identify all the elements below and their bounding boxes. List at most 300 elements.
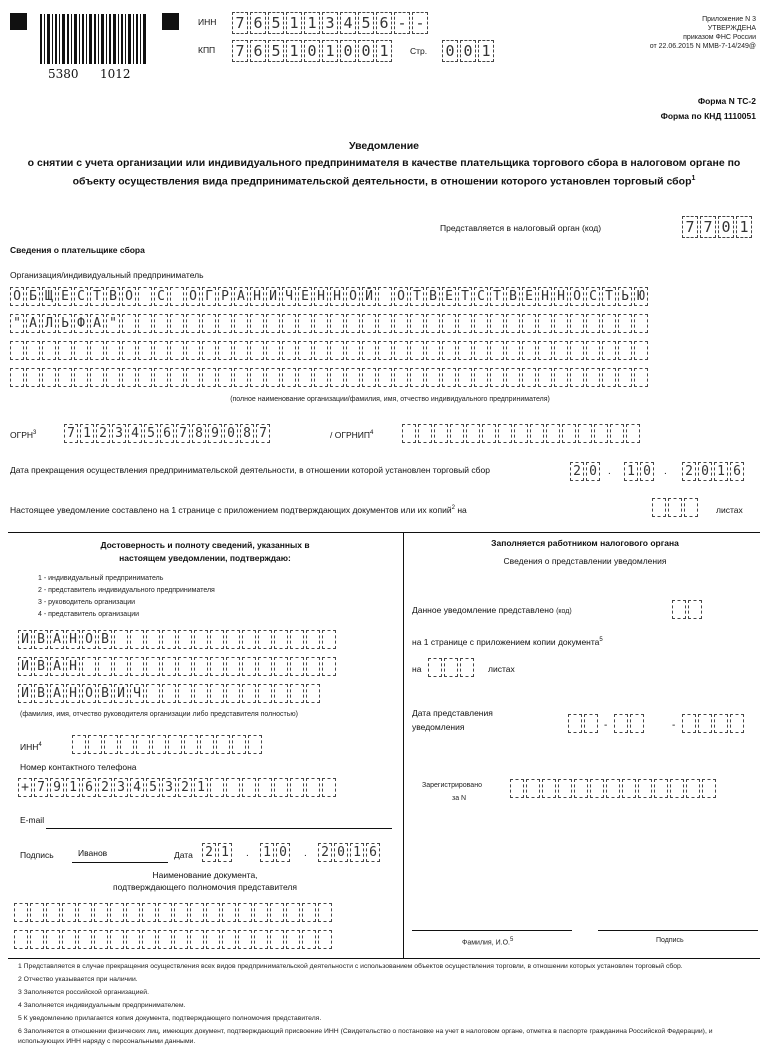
char-cell[interactable] <box>258 684 272 703</box>
char-cell[interactable] <box>110 930 124 949</box>
char-cell[interactable]: 0 <box>358 40 374 62</box>
char-cell[interactable] <box>554 341 568 360</box>
char-cell[interactable]: О <box>570 287 584 306</box>
char-cell[interactable]: Ю <box>634 287 648 306</box>
char-cell[interactable]: С <box>586 287 600 306</box>
char-cell[interactable]: Н <box>66 657 80 676</box>
char-cell[interactable] <box>634 341 648 360</box>
char-cell[interactable]: 1 <box>736 216 752 238</box>
char-cell[interactable]: В <box>34 657 48 676</box>
char-cell[interactable]: О <box>122 287 136 306</box>
org-name-row[interactable] <box>10 314 650 333</box>
char-cell[interactable]: И <box>266 287 280 306</box>
stop-date-day[interactable] <box>570 462 602 481</box>
char-cell[interactable]: + <box>18 778 32 797</box>
char-cell[interactable] <box>222 903 236 922</box>
char-cell[interactable]: 0 <box>340 40 356 62</box>
char-cell[interactable] <box>402 424 416 443</box>
char-cell[interactable] <box>652 498 666 517</box>
char-cell[interactable] <box>586 314 600 333</box>
char-cell[interactable] <box>254 930 268 949</box>
char-cell[interactable]: Н <box>250 287 264 306</box>
char-cell[interactable]: 1 <box>80 424 94 443</box>
char-cell[interactable] <box>216 735 230 754</box>
char-cell[interactable]: Б <box>26 287 40 306</box>
char-cell[interactable] <box>306 657 320 676</box>
char-cell[interactable]: 1 <box>194 778 208 797</box>
char-cell[interactable]: А <box>50 684 64 703</box>
left-date-month[interactable] <box>260 843 292 862</box>
char-cell[interactable] <box>460 658 474 677</box>
kpp-cells[interactable] <box>232 40 394 62</box>
char-cell[interactable]: 3 <box>322 12 338 34</box>
char-cell[interactable] <box>498 424 512 443</box>
char-cell[interactable]: 0 <box>442 40 458 62</box>
char-cell[interactable]: 7 <box>34 778 48 797</box>
char-cell[interactable] <box>306 630 320 649</box>
char-cell[interactable] <box>298 341 312 360</box>
char-cell[interactable]: В <box>506 287 520 306</box>
char-cell[interactable] <box>290 657 304 676</box>
char-cell[interactable] <box>554 368 568 387</box>
char-cell[interactable] <box>482 424 496 443</box>
char-cell[interactable]: Е <box>58 287 72 306</box>
char-cell[interactable]: Н <box>330 287 344 306</box>
submitted-code-cells[interactable] <box>672 600 704 619</box>
char-cell[interactable]: 1 <box>376 40 392 62</box>
char-cell[interactable] <box>394 314 408 333</box>
char-cell[interactable]: С <box>74 287 88 306</box>
char-cell[interactable] <box>514 424 528 443</box>
char-cell[interactable]: 5 <box>146 778 160 797</box>
char-cell[interactable] <box>714 714 728 733</box>
char-cell[interactable] <box>506 368 520 387</box>
char-cell[interactable] <box>254 903 268 922</box>
char-cell[interactable] <box>442 314 456 333</box>
char-cell[interactable] <box>114 657 128 676</box>
char-cell[interactable]: Ч <box>130 684 144 703</box>
char-cell[interactable] <box>270 903 284 922</box>
char-cell[interactable] <box>314 314 328 333</box>
char-cell[interactable]: 9 <box>50 778 64 797</box>
doc-row-cells[interactable] <box>14 903 334 922</box>
char-cell[interactable] <box>234 368 248 387</box>
char-cell[interactable] <box>138 368 152 387</box>
char-cell[interactable] <box>282 314 296 333</box>
char-cell[interactable] <box>222 930 236 949</box>
char-cell[interactable] <box>146 684 160 703</box>
char-cell[interactable] <box>120 735 134 754</box>
char-cell[interactable] <box>82 657 96 676</box>
char-cell[interactable] <box>74 368 88 387</box>
char-cell[interactable]: Ь <box>618 287 632 306</box>
char-cell[interactable] <box>274 684 288 703</box>
char-cell[interactable] <box>170 341 184 360</box>
char-cell[interactable] <box>158 930 172 949</box>
char-cell[interactable]: 5 <box>358 12 374 34</box>
char-cell[interactable] <box>410 341 424 360</box>
char-cell[interactable]: И <box>18 684 32 703</box>
char-cell[interactable]: В <box>34 684 48 703</box>
char-cell[interactable]: Ь <box>58 314 72 333</box>
char-cell[interactable]: 2 <box>178 778 192 797</box>
char-cell[interactable]: 0 <box>304 40 320 62</box>
char-cell[interactable] <box>206 930 220 949</box>
char-cell[interactable] <box>362 341 376 360</box>
char-cell[interactable] <box>306 778 320 797</box>
char-cell[interactable]: Р <box>218 287 232 306</box>
char-cell[interactable] <box>142 930 156 949</box>
char-cell[interactable] <box>602 314 616 333</box>
char-cell[interactable]: 2 <box>570 462 584 481</box>
char-cell[interactable] <box>672 600 686 619</box>
char-cell[interactable] <box>614 714 628 733</box>
char-cell[interactable] <box>490 368 504 387</box>
char-cell[interactable] <box>378 314 392 333</box>
char-cell[interactable] <box>522 368 536 387</box>
char-cell[interactable] <box>26 341 40 360</box>
char-cell[interactable] <box>568 714 582 733</box>
char-cell[interactable] <box>266 341 280 360</box>
char-cell[interactable] <box>110 903 124 922</box>
char-cell[interactable] <box>226 657 240 676</box>
char-cell[interactable] <box>94 930 108 949</box>
char-cell[interactable] <box>394 341 408 360</box>
char-cell[interactable]: 0 <box>586 462 600 481</box>
char-cell[interactable]: 0 <box>334 843 348 862</box>
char-cell[interactable]: А <box>50 630 64 649</box>
char-cell[interactable] <box>594 424 608 443</box>
char-cell[interactable] <box>474 314 488 333</box>
char-cell[interactable] <box>546 424 560 443</box>
char-cell[interactable] <box>250 368 264 387</box>
char-cell[interactable]: 1 <box>350 843 364 862</box>
char-cell[interactable] <box>602 368 616 387</box>
char-cell[interactable] <box>178 657 192 676</box>
org-name-row[interactable] <box>10 368 650 387</box>
char-cell[interactable] <box>570 314 584 333</box>
char-cell[interactable] <box>474 341 488 360</box>
char-cell[interactable] <box>242 684 256 703</box>
char-cell[interactable] <box>126 903 140 922</box>
char-cell[interactable] <box>684 498 698 517</box>
char-cell[interactable] <box>242 778 256 797</box>
char-cell[interactable] <box>242 630 256 649</box>
char-cell[interactable] <box>98 657 112 676</box>
char-cell[interactable] <box>234 341 248 360</box>
char-cell[interactable] <box>170 314 184 333</box>
char-cell[interactable]: О <box>394 287 408 306</box>
doc-row-cells[interactable] <box>14 930 334 949</box>
char-cell[interactable] <box>154 368 168 387</box>
char-cell[interactable] <box>42 368 56 387</box>
char-cell[interactable]: 9 <box>208 424 222 443</box>
char-cell[interactable]: А <box>90 314 104 333</box>
char-cell[interactable] <box>58 368 72 387</box>
char-cell[interactable]: О <box>346 287 360 306</box>
char-cell[interactable]: 2 <box>202 843 216 862</box>
char-cell[interactable] <box>136 735 150 754</box>
char-cell[interactable]: Н <box>314 287 328 306</box>
char-cell[interactable] <box>538 341 552 360</box>
char-cell[interactable]: 7 <box>64 424 78 443</box>
char-cell[interactable] <box>152 735 166 754</box>
char-cell[interactable] <box>688 600 702 619</box>
char-cell[interactable] <box>186 314 200 333</box>
char-cell[interactable] <box>190 930 204 949</box>
char-cell[interactable] <box>210 630 224 649</box>
char-cell[interactable]: 0 <box>224 424 238 443</box>
char-cell[interactable] <box>322 630 336 649</box>
char-cell[interactable] <box>232 735 246 754</box>
char-cell[interactable] <box>46 930 60 949</box>
char-cell[interactable] <box>322 657 336 676</box>
char-cell[interactable] <box>346 341 360 360</box>
char-cell[interactable] <box>226 684 240 703</box>
char-cell[interactable] <box>258 657 272 676</box>
char-cell[interactable]: О <box>82 630 96 649</box>
char-cell[interactable] <box>258 778 272 797</box>
char-cell[interactable] <box>178 684 192 703</box>
char-cell[interactable] <box>538 314 552 333</box>
char-cell[interactable]: 6 <box>82 778 96 797</box>
char-cell[interactable] <box>426 368 440 387</box>
char-cell[interactable]: Е <box>522 287 536 306</box>
char-cell[interactable] <box>318 903 332 922</box>
char-cell[interactable] <box>378 287 392 306</box>
char-cell[interactable] <box>130 657 144 676</box>
char-cell[interactable] <box>202 314 216 333</box>
char-cell[interactable]: 8 <box>192 424 206 443</box>
char-cell[interactable]: 1 <box>66 778 80 797</box>
char-cell[interactable] <box>286 903 300 922</box>
pages-cells[interactable] <box>652 498 700 517</box>
char-cell[interactable] <box>26 368 40 387</box>
char-cell[interactable]: С <box>154 287 168 306</box>
char-cell[interactable] <box>458 368 472 387</box>
char-cell[interactable] <box>330 368 344 387</box>
char-cell[interactable]: - <box>394 12 410 34</box>
char-cell[interactable] <box>542 779 556 798</box>
char-cell[interactable] <box>570 368 584 387</box>
char-cell[interactable]: Т <box>490 287 504 306</box>
char-cell[interactable] <box>426 341 440 360</box>
char-cell[interactable] <box>142 903 156 922</box>
char-cell[interactable]: Й <box>362 287 376 306</box>
char-cell[interactable]: В <box>98 684 112 703</box>
char-cell[interactable]: Т <box>602 287 616 306</box>
char-cell[interactable] <box>122 368 136 387</box>
char-cell[interactable] <box>290 684 304 703</box>
char-cell[interactable] <box>90 341 104 360</box>
char-cell[interactable] <box>510 779 524 798</box>
char-cell[interactable] <box>226 778 240 797</box>
char-cell[interactable] <box>686 779 700 798</box>
char-cell[interactable] <box>266 368 280 387</box>
char-cell[interactable] <box>162 657 176 676</box>
patronymic-cells[interactable] <box>18 684 322 703</box>
char-cell[interactable] <box>194 630 208 649</box>
char-cell[interactable] <box>62 903 76 922</box>
char-cell[interactable] <box>170 287 184 306</box>
char-cell[interactable] <box>584 714 598 733</box>
char-cell[interactable]: 7 <box>700 216 716 238</box>
char-cell[interactable]: Г <box>202 287 216 306</box>
char-cell[interactable]: 1 <box>714 462 728 481</box>
char-cell[interactable]: Щ <box>42 287 56 306</box>
char-cell[interactable] <box>190 903 204 922</box>
char-cell[interactable] <box>274 630 288 649</box>
char-cell[interactable]: С <box>474 287 488 306</box>
char-cell[interactable] <box>522 314 536 333</box>
char-cell[interactable]: 1 <box>218 843 232 862</box>
char-cell[interactable] <box>218 368 232 387</box>
char-cell[interactable] <box>570 341 584 360</box>
char-cell[interactable]: А <box>50 657 64 676</box>
char-cell[interactable] <box>702 779 716 798</box>
char-cell[interactable] <box>162 684 176 703</box>
char-cell[interactable] <box>162 630 176 649</box>
ogrn-cells[interactable] <box>64 424 272 443</box>
char-cell[interactable] <box>88 735 102 754</box>
char-cell[interactable] <box>154 341 168 360</box>
char-cell[interactable]: 0 <box>718 216 734 238</box>
char-cell[interactable] <box>94 903 108 922</box>
char-cell[interactable] <box>314 368 328 387</box>
char-cell[interactable] <box>302 930 316 949</box>
char-cell[interactable] <box>434 424 448 443</box>
char-cell[interactable]: 7 <box>682 216 698 238</box>
char-cell[interactable] <box>42 341 56 360</box>
char-cell[interactable] <box>410 368 424 387</box>
char-cell[interactable] <box>638 779 652 798</box>
char-cell[interactable] <box>10 341 24 360</box>
char-cell[interactable]: 6 <box>366 843 380 862</box>
char-cell[interactable]: В <box>106 287 120 306</box>
char-cell[interactable]: 1 <box>286 12 302 34</box>
char-cell[interactable] <box>122 341 136 360</box>
char-cell[interactable] <box>78 903 92 922</box>
char-cell[interactable] <box>654 779 668 798</box>
char-cell[interactable]: 0 <box>276 843 290 862</box>
char-cell[interactable] <box>234 314 248 333</box>
char-cell[interactable]: 2 <box>98 778 112 797</box>
char-cell[interactable]: О <box>82 684 96 703</box>
char-cell[interactable] <box>530 424 544 443</box>
surname-cells[interactable] <box>18 630 338 649</box>
char-cell[interactable]: В <box>426 287 440 306</box>
char-cell[interactable] <box>184 735 198 754</box>
char-cell[interactable]: В <box>34 630 48 649</box>
char-cell[interactable] <box>586 368 600 387</box>
right-date-month[interactable] <box>614 714 646 733</box>
char-cell[interactable] <box>186 368 200 387</box>
char-cell[interactable] <box>302 903 316 922</box>
char-cell[interactable]: Е <box>442 287 456 306</box>
char-cell[interactable]: " <box>10 314 24 333</box>
char-cell[interactable] <box>314 341 328 360</box>
char-cell[interactable] <box>138 287 152 306</box>
char-cell[interactable]: 5 <box>268 40 284 62</box>
char-cell[interactable] <box>168 735 182 754</box>
char-cell[interactable] <box>410 314 424 333</box>
char-cell[interactable] <box>682 714 696 733</box>
char-cell[interactable] <box>174 930 188 949</box>
char-cell[interactable]: 7 <box>176 424 190 443</box>
inn-cells[interactable] <box>232 12 430 34</box>
char-cell[interactable] <box>618 368 632 387</box>
char-cell[interactable] <box>146 657 160 676</box>
char-cell[interactable] <box>630 714 644 733</box>
char-cell[interactable] <box>250 341 264 360</box>
char-cell[interactable] <box>618 341 632 360</box>
char-cell[interactable] <box>30 903 44 922</box>
char-cell[interactable]: А <box>234 287 248 306</box>
char-cell[interactable]: 7 <box>232 40 248 62</box>
char-cell[interactable] <box>602 341 616 360</box>
char-cell[interactable]: 1 <box>322 40 338 62</box>
char-cell[interactable] <box>130 630 144 649</box>
char-cell[interactable] <box>186 341 200 360</box>
right-date-day[interactable] <box>568 714 600 733</box>
char-cell[interactable] <box>274 657 288 676</box>
char-cell[interactable] <box>574 779 588 798</box>
char-cell[interactable] <box>174 903 188 922</box>
char-cell[interactable]: В <box>98 630 112 649</box>
char-cell[interactable] <box>290 630 304 649</box>
char-cell[interactable]: 4 <box>130 778 144 797</box>
left-inn-cells[interactable] <box>72 735 264 754</box>
ogrnip-cells[interactable] <box>402 424 642 443</box>
char-cell[interactable]: 2 <box>318 843 332 862</box>
char-cell[interactable]: Н <box>66 684 80 703</box>
char-cell[interactable] <box>218 341 232 360</box>
char-cell[interactable]: 1 <box>260 843 274 862</box>
char-cell[interactable] <box>538 368 552 387</box>
char-cell[interactable]: Т <box>458 287 472 306</box>
char-cell[interactable]: О <box>186 287 200 306</box>
char-cell[interactable] <box>622 779 636 798</box>
char-cell[interactable]: Е <box>298 287 312 306</box>
char-cell[interactable] <box>122 314 136 333</box>
char-cell[interactable]: О <box>10 287 24 306</box>
char-cell[interactable] <box>668 498 682 517</box>
char-cell[interactable] <box>202 341 216 360</box>
char-cell[interactable] <box>106 368 120 387</box>
char-cell[interactable] <box>258 630 272 649</box>
char-cell[interactable]: 1 <box>478 40 494 62</box>
char-cell[interactable]: 0 <box>698 462 712 481</box>
char-cell[interactable] <box>194 684 208 703</box>
char-cell[interactable] <box>318 930 332 949</box>
char-cell[interactable] <box>558 779 572 798</box>
char-cell[interactable]: 5 <box>268 12 284 34</box>
char-cell[interactable] <box>178 630 192 649</box>
char-cell[interactable]: А <box>26 314 40 333</box>
char-cell[interactable]: 7 <box>232 12 248 34</box>
char-cell[interactable] <box>46 903 60 922</box>
char-cell[interactable]: 3 <box>162 778 176 797</box>
char-cell[interactable]: 2 <box>682 462 696 481</box>
char-cell[interactable] <box>202 368 216 387</box>
char-cell[interactable] <box>346 368 360 387</box>
char-cell[interactable] <box>206 903 220 922</box>
char-cell[interactable] <box>282 341 296 360</box>
char-cell[interactable] <box>590 779 604 798</box>
char-cell[interactable] <box>490 341 504 360</box>
char-cell[interactable] <box>242 657 256 676</box>
char-cell[interactable] <box>138 314 152 333</box>
